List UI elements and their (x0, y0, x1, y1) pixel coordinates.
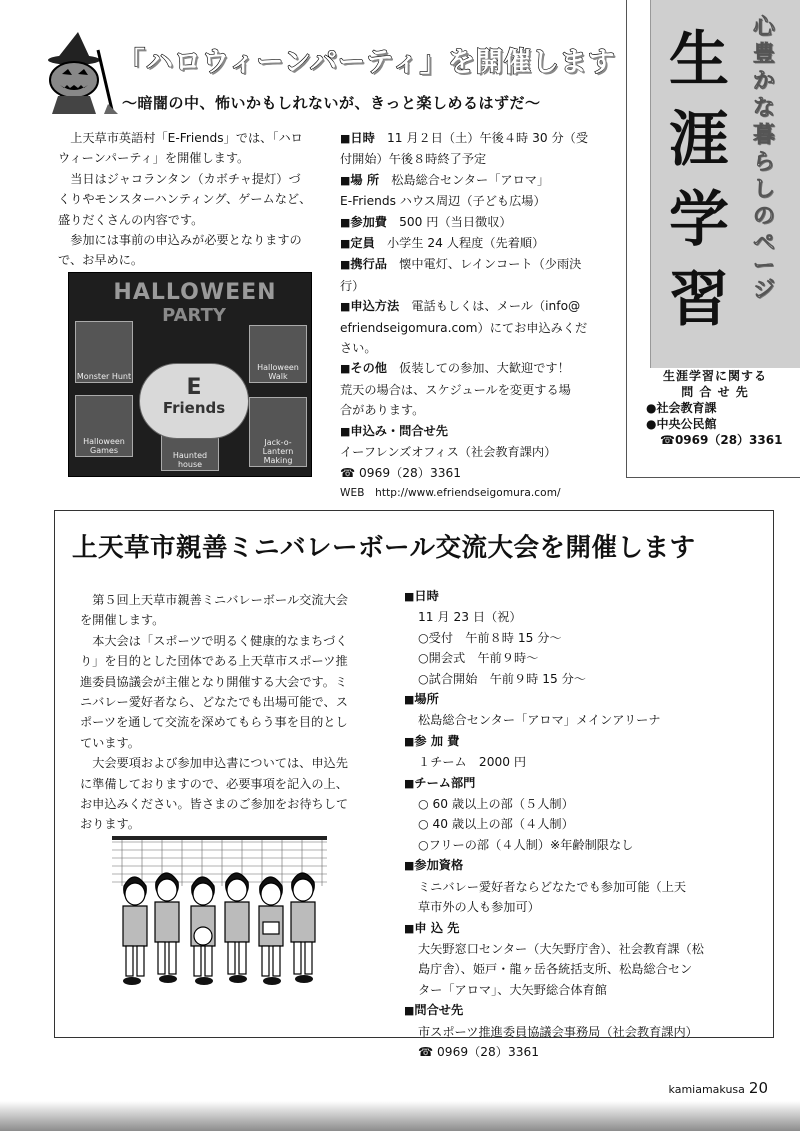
team-item: ○ 60 歳以上の部（５人制） (418, 797, 574, 812)
apply-row-cont: さい。 (340, 341, 377, 356)
place-row: ■場 所 松島総合センター「アロマ」 (340, 172, 550, 187)
contact-tel: ☎0969（28）3361 (660, 433, 783, 447)
date-row: ■日時 11 月２日（土）午後４時 30 分（受 (340, 131, 589, 145)
intro-line: くりやモンスターハンティング、ゲームなど、 (58, 192, 312, 207)
magazine-name: kamiamakusa (668, 1083, 745, 1096)
team-item: ○ 40 歳以上の部（４人制） (418, 817, 574, 832)
contact-value: 市スポーツ推進委員協議会事務局（社会教育課内） (418, 1024, 698, 1039)
intro-line: ウィーンパーティ」を開催します。 (58, 151, 250, 166)
schedule-item: ○受付 午前８時 15 分〜 (418, 630, 562, 645)
body-line: 進委員協議会が主催となり開催する大会です。ミ (80, 674, 348, 689)
body-line: ニバレー愛好者なら、どなたでも出場可能で、ス (80, 695, 348, 710)
contact-office: イーフレンズオフィス（社会教育課内） (340, 445, 557, 460)
volleyball-players-illustration (112, 836, 327, 996)
body-line: 本大会は「スポーツで明るく健康的なまちづく (92, 633, 348, 648)
apply-row: ■申込方法 電話もしくは、メール（info@ (340, 299, 581, 314)
intro-line: 盛りだくさんの内容です。 (58, 212, 204, 227)
photo-tile: Monster Hunt (75, 321, 133, 383)
halloween-party-photo (68, 272, 312, 477)
schedule-item: ○試合開始 午前９時 15 分〜 (418, 671, 586, 686)
body-line: お申込みください。皆さまのご参加をお待ちして (80, 797, 349, 812)
items-row: ■携行品 懐中電灯、レインコート（少雨決 (340, 257, 582, 272)
lifelong-learning-title: 生 涯 学 習 (669, 25, 729, 335)
other-row-cont: 合があります。 (340, 403, 425, 418)
intro-line: 上天草市英語村「E-Friends」では、「ハロ (70, 131, 303, 145)
body-line: り」を目的とした団体である上天草市スポーツ推 (80, 654, 348, 669)
contact-tel: ☎ 0969（28）3361 (418, 1044, 539, 1059)
capacity-row: ■定員 小学生 24 人程度（先着順） (340, 236, 545, 251)
intro-line: 参加には事前の申込みが必要となりますの (70, 233, 302, 248)
photo-tile: Halloween Games (75, 395, 133, 457)
qualification-value: ミニバレー愛好者ならどなたでも参加可能（上天 (418, 879, 687, 894)
fee-value: １チーム 2000 円 (418, 755, 527, 770)
page-number: 20 (748, 1079, 768, 1097)
volleyball-title: 上天草市親善ミニバレーボール交流大会を開催します (72, 533, 696, 563)
schedule-item: ○開会式 午前９時〜 (418, 651, 539, 666)
volleyball-details (404, 586, 734, 1062)
contact-label: ■問合せ先 (404, 1003, 464, 1018)
photo-banner: HALLOWEEN (113, 280, 277, 305)
photo-tile: Halloween Walk (249, 325, 307, 383)
footer-band (0, 1101, 800, 1131)
date-value: 11 月 23 日（祝） (418, 610, 522, 625)
other-row: ■その他 仮装しての参加、大歓迎です！ (340, 361, 570, 376)
body-line: を開催します。 (80, 613, 165, 628)
qualification-label: ■参加資格 (404, 858, 464, 873)
place-row-cont: E-Friends ハウス周辺（子ども広場） (340, 194, 546, 209)
apply-value: 大矢野窓口センター（大矢野庁舎）、社会教育課（松 (418, 941, 704, 956)
sidebar-contact (640, 368, 790, 448)
apply-value: ター「アロマ」、大矢野総合体育館 (418, 982, 607, 997)
contact-heading: 生涯学習に関する (662, 369, 767, 383)
contact-tel: ☎ 0969（28）3361 (340, 465, 461, 480)
apply-label: ■申 込 先 (404, 920, 460, 935)
intro-line: で、お早めに。 (58, 253, 144, 268)
place-label: ■場所 (404, 692, 439, 707)
apply-row-cont: efriendseigomura.com）にてお申込みくだ (340, 320, 588, 335)
team-item: ○フリーの部（４人制）※年齢制限なし (418, 837, 634, 852)
volleyball-body (80, 590, 390, 835)
contact-heading: 問 合 せ 先 (681, 385, 749, 399)
apply-value: 島庁舎）、姫戸・龍ヶ岳各統括支所、松島総合セン (418, 962, 693, 977)
photo-tile: Haunted house (161, 413, 219, 471)
page-footer (669, 1079, 768, 1097)
halloween-intro (58, 128, 328, 271)
halloween-title: 「ハロウィーンパーティ」を開催します (118, 47, 616, 78)
pumpkin-witch-icon (38, 30, 118, 115)
body-line: 大会要項および参加申込書については、申込先 (92, 756, 348, 771)
team-label: ■チーム部門 (404, 775, 476, 790)
body-line: ポーツを通して交流を深めてもらう事を目的とし (80, 715, 348, 730)
contact-web[interactable]: WEB http://www.efriendseigomura.com/ (340, 486, 561, 499)
e-friends-logo: E Friends (139, 363, 249, 439)
date-label: ■日時 (404, 589, 439, 603)
body-line: 第５回上天草市親善ミニバレーボール交流大会 (92, 593, 348, 607)
body-line: ています。 (80, 735, 140, 750)
date-row-cont: 付開始）午後８時終了予定 (340, 152, 487, 167)
items-row-cont: 行） (340, 278, 365, 293)
other-row-cont: 荒天の場合は、スケジュールを変更する場 (340, 382, 571, 397)
contact-item: ●社会教育課 (646, 401, 717, 415)
qualification-value: 草市外の人も参加可） (418, 900, 540, 915)
fee-row: ■参加費 500 円（当日徴収） (340, 214, 512, 229)
body-line: に準備しておりますので、必要事項を記入の上、 (80, 776, 348, 791)
photo-banner-party: PARTY (162, 305, 226, 326)
halloween-subtitle: 〜暗闇の中、怖いかもしれないが、きっと楽しめるはずだ〜 (122, 94, 541, 112)
fee-label: ■参 加 費 (404, 733, 460, 748)
contact-item: ●中央公民館 (646, 417, 717, 431)
contact-row: ■申込み・問合せ先 (340, 423, 448, 438)
photo-tile: Jack-o-Lantern Making (249, 397, 307, 467)
intro-line: 当日はジャコランタン（カボチャ提灯）づ (70, 171, 301, 186)
body-line: おります。 (80, 817, 140, 832)
sidebar-tagline: 心 豊 か な 暮 ら し の ペ ー ジ (752, 15, 775, 303)
halloween-details (340, 128, 612, 503)
place-value: 松島総合センター「アロマ」メインアリーナ (418, 713, 661, 728)
